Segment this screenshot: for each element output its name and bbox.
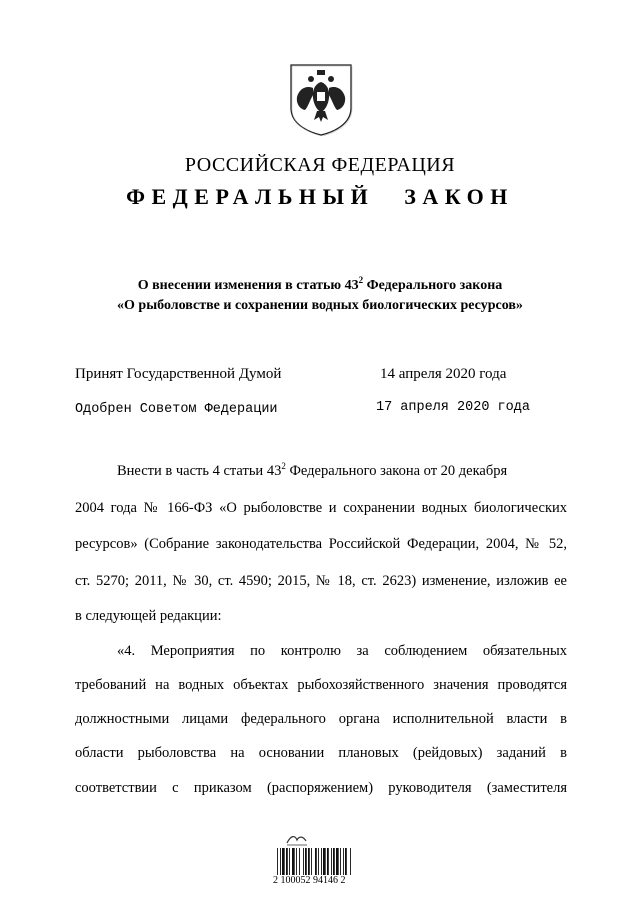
barcode-bar [280,848,281,875]
document-type: ФЕДЕРАЛЬНЫЙ ЗАКОН [126,184,514,209]
law-title-line-2: «О рыболовстве и сохранении водных биологических ресурсов» [117,298,523,313]
barcode-bar [296,848,297,875]
barcode-bar [340,848,341,875]
body-line: области рыболовства на основании плановых (рейдовых) заданий в [75,745,567,761]
barcode-number: 2 100052 94146 2 [273,875,346,886]
body-line: соответствии с приказом (распоряжением) руководителя (заместителя [75,780,567,796]
barcode-bar [345,848,347,875]
law-title-line-1: О внесении изменения в статью $43^2$ Федерального закона [137,275,503,293]
barcode-bar [350,848,351,875]
barcode-icon [277,848,365,875]
body-line: ст. 5270; 2011, № 30, ст. 4590; 2015, № 18, ст. 2623) изменение, изложив ее [75,573,567,589]
body-line: ресурсов» (Собрание законодательства Российской Федерации, 2004, № 52, [75,536,567,552]
body-line: 2004 года № 166-ФЗ «О рыболовстве и сохранении водных биологических [75,500,567,516]
barcode-bar [333,848,335,875]
barcode-bar [299,848,300,875]
barcode-bar [321,848,322,875]
barcode-bar [327,848,329,875]
registry-stamp-icon [285,833,309,847]
barcode-bar [303,848,304,875]
body-line: в следующей редакции: [75,608,222,624]
body-line: Внести в часть 4 статьи $43^2$ Федерального закона от 20 декабря [117,461,508,479]
barcode-bar [305,848,307,875]
law-title [0,276,640,316]
barcode-bar [286,848,288,875]
coat-of-arms-icon [288,62,354,136]
barcode-bar [315,848,317,875]
barcode-bar [336,848,339,875]
barcode-bar [331,848,332,875]
barcode-bar [318,848,319,875]
body-line: «4. Мероприятия по контролю за соблюдением обязательных [117,643,567,659]
body-line: требований на водных объектах рыбохозяйственного значения проводятся [75,677,567,693]
body-line: должностными лицами федерального органа исполнительной власти в [75,711,567,727]
duma-adoption-label: Принят Государственной Думой [75,366,282,382]
barcode-bar [289,848,290,875]
council-approval-date: 17 апреля 2020 года [376,400,530,415]
barcode-bar [311,848,312,875]
country-name: РОССИЙСКАЯ ФЕДЕРАЦИЯ [184,154,456,176]
barcode-block [273,833,373,889]
barcode-bar [308,848,310,875]
barcode-bar [323,848,326,875]
barcode-bar [343,848,344,875]
council-approval-label: Одобрен Советом Федерации [75,402,278,417]
barcode-bar [277,848,278,875]
duma-adoption-date: 14 апреля 2020 года [380,366,507,382]
barcode-bar [292,848,295,875]
barcode-bar [282,848,285,875]
